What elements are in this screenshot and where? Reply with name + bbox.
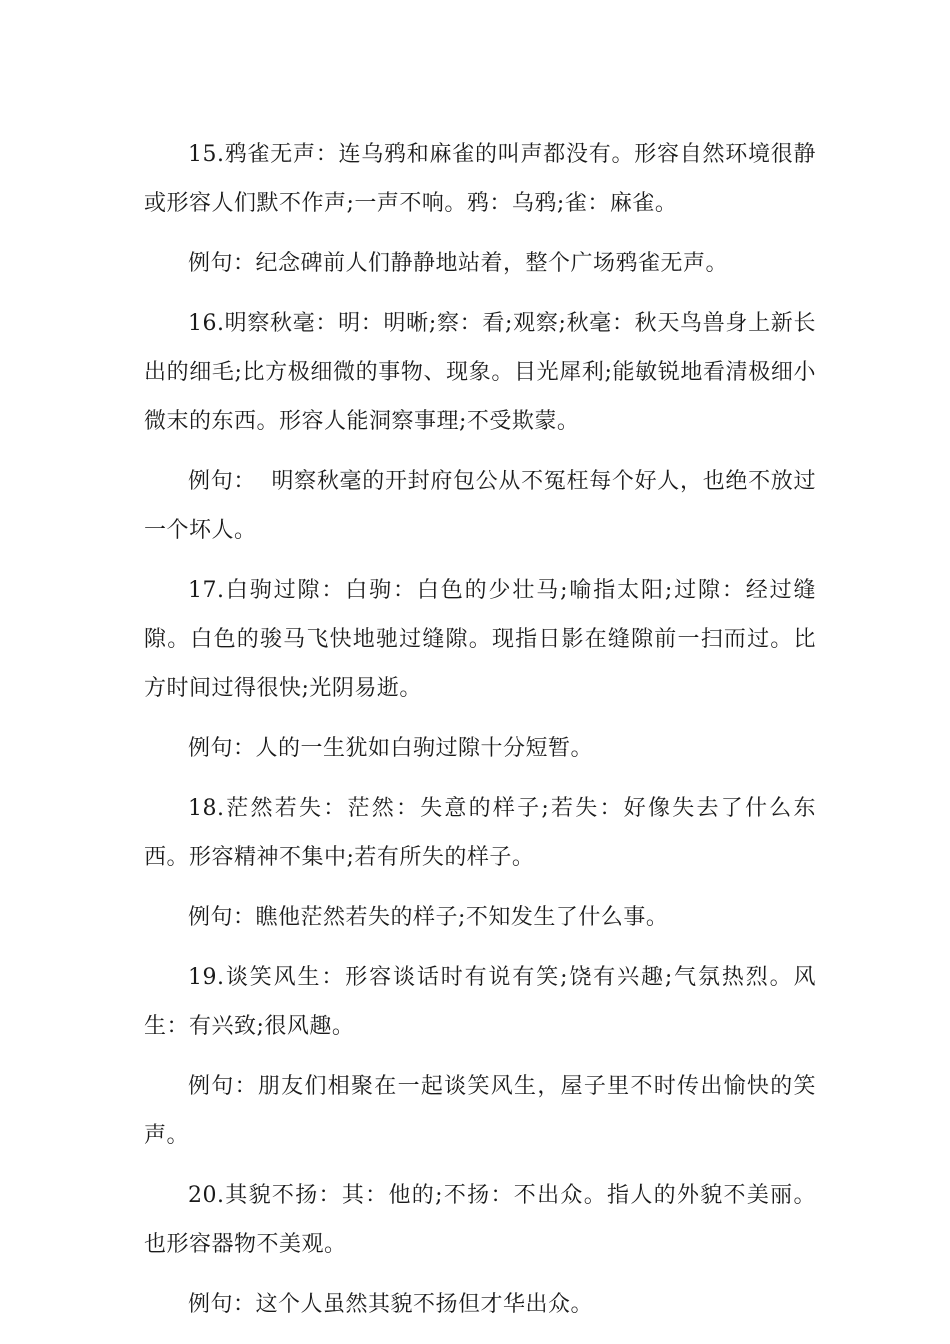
example-sentence-19: 例句：朋友们相聚在一起谈笑风生，屋子里不时传出愉快的笑声。 (144, 1074, 816, 1148)
idiom-entry-15: 15.鸦雀无声：连乌鸦和麻雀的叫声都没有。形容自然环境很静或形容人们默不作声;一声不响。鸦：乌鸦;雀：麻雀。 (144, 142, 816, 216)
idiom-entry-17: 17.白驹过隙：白驹：白色的少壮马;喻指太阳;过隙：经过缝隙。白色的骏马飞快地驰过缝隙。现指日影在缝隙前一扫而过。比方时间过得很快;光阴易逝。 (144, 578, 816, 701)
idiom-entry-16: 16.明察秋毫：明：明晰;察：看;观察;秋毫：秋天鸟兽身上新长出的细毛;比方极细微的事物、现象。目光犀利;能敏锐地看清极细小微末的东西。形容人能洞察事理;不受欺蒙。 (144, 311, 816, 434)
example-sentence-18: 例句：瞧他茫然若失的样子;不知发生了什么事。 (188, 905, 669, 930)
document-body (144, 130, 816, 1340)
example-sentence-17: 例句：人的一生犹如白驹过隙十分短暂。 (188, 736, 594, 761)
idiom-entry-19: 19.谈笑风生：形容谈话时有说有笑;饶有兴趣;气氛热烈。风生：有兴致;很风趣。 (144, 965, 816, 1039)
idiom-entry-18: 18.茫然若失：茫然：失意的样子;若失：好像失去了什么东西。形容精神不集中;若有所失的样子。 (144, 796, 816, 870)
example-sentence-20: 例句：这个人虽然其貌不扬但才华出众。 (188, 1292, 594, 1317)
idiom-entry-20: 20.其貌不扬：其：他的;不扬：不出众。指人的外貌不美丽。也形容器物不美观。 (144, 1183, 816, 1257)
example-sentence-15: 例句：纪念碑前人们静静地站着，整个广场鸦雀无声。 (188, 251, 729, 276)
example-sentence-16: 例句： 明察秋毫的开封府包公从不冤枉每个好人，也绝不放过一个坏人。 (144, 469, 816, 543)
